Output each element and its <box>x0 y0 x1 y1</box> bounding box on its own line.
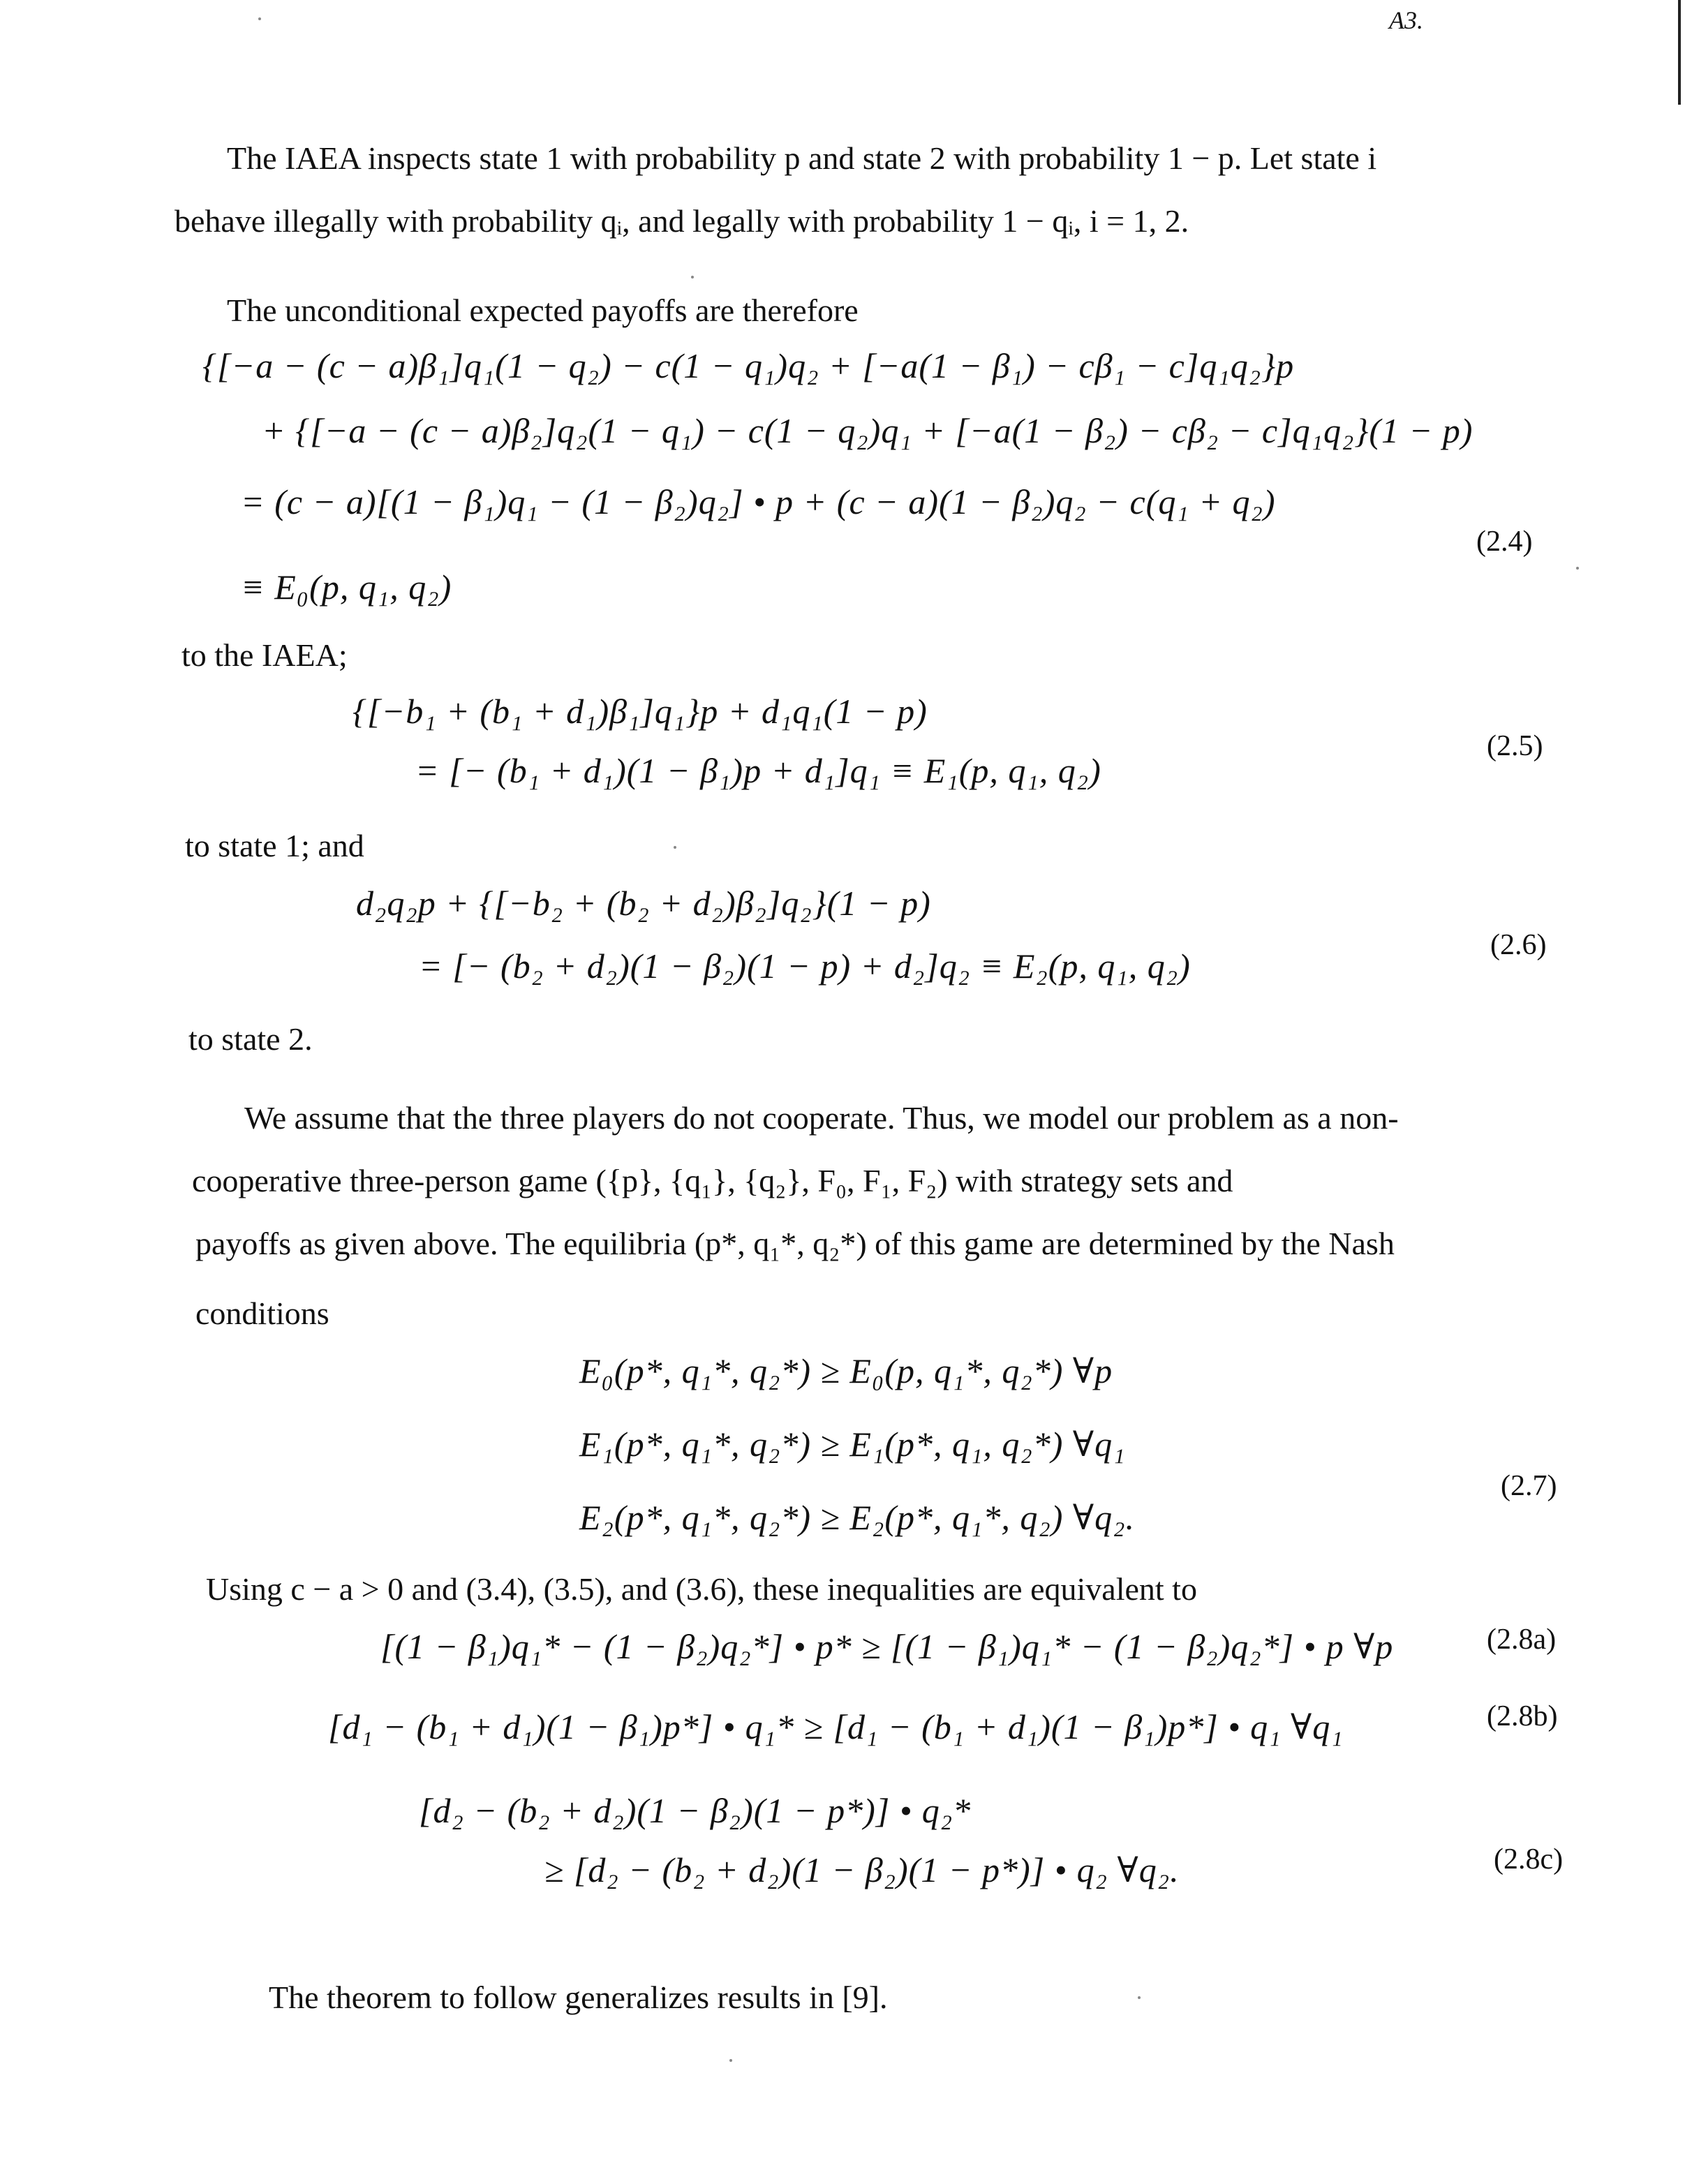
equation-2-7-line-1: E₀(p*, q₁*, q₂*) ≥ E₀(p, q₁*, q₂*) ∀p <box>579 1351 1113 1390</box>
equation-2-7-line-2: E₁(p*, q₁*, q₂*) ≥ E₁(p*, q₁, q₂*) ∀q₁ <box>579 1425 1126 1464</box>
paragraph-1-line-1: The IAEA inspects state 1 with probability p and state 2 with probability 1 − p. Let state i <box>227 140 1377 176</box>
paragraph-2: The unconditional expected payoffs are therefore <box>227 292 859 328</box>
paragraph-3-line-2: cooperative three-person game ({p}, {q₁}, {q₂}, F₀, F₁, F₂) with strategy sets and <box>192 1163 1233 1198</box>
page-edge-line <box>1678 0 1681 105</box>
paragraph-3-line-3: payoffs as given above. The equilibria (p*, q₁*, q₂*) of this game are determined by the Nash <box>195 1226 1395 1261</box>
equation-2-8b: [d₁ − (b₁ + d₁)(1 − β₁)p*] • q₁* ≥ [d₁ − (b₁ + d₁)(1 − β₁)p*] • q₁ ∀q₁ <box>328 1707 1344 1746</box>
equation-2-8c-line-2: ≥ [d₂ − (b₂ + d₂)(1 − β₂)(1 − p*)] • q₂ ∀q₂. <box>544 1850 1180 1889</box>
scan-speck <box>258 17 261 20</box>
to-iaea-text: to the IAEA; <box>181 637 348 673</box>
equation-number-2-8b: (2.8b) <box>1487 1700 1558 1732</box>
equation-2-5-line-2: = [− (b₁ + d₁)(1 − β₁)p + d₁]q₁ ≡ E₁(p, q₁, q₂) <box>415 751 1101 790</box>
to-state-2-text: to state 2. <box>188 1021 313 1057</box>
equation-2-7-line-3: E₂(p*, q₁*, q₂*) ≥ E₂(p*, q₁*, q₂) ∀q₂. <box>579 1498 1135 1537</box>
scan-speck <box>1576 567 1579 570</box>
equation-2-8c-line-1: [d₂ − (b₂ + d₂)(1 − β₂)(1 − p*)] • q₂* <box>419 1791 972 1830</box>
equation-2-5-line-1: {[−b₁ + (b₁ + d₁)β₁]q₁}p + d₁q₁(1 − p) <box>352 692 928 731</box>
equation-2-4-line-1: {[−a − (c − a)β₁]q₁(1 − q₂) − c(1 − q₁)q₂ + [−a(1 − β₁) − cβ₁ − c]q₁q₂}p <box>202 346 1295 385</box>
equation-2-4-line-2: + {[−a − (c − a)β₂]q₂(1 − q₁) − c(1 − q₂)q₁ + [−a(1 − β₂) − cβ₂ − c]q₁q₂}(1 − p) <box>262 411 1474 450</box>
equation-2-4-line-4: ≡ E₀(p, q₁, q₂) <box>241 567 452 607</box>
equation-number-2-6: (2.6) <box>1490 929 1547 961</box>
equation-number-2-7: (2.7) <box>1501 1470 1557 1502</box>
paragraph-4: Using c − a > 0 and (3.4), (3.5), and (3.6), these inequalities are equivalent to <box>206 1571 1197 1607</box>
paragraph-1-line-2: behave illegally with probability qᵢ, and legally with probability 1 − qᵢ, i = 1, 2. <box>175 203 1189 239</box>
paragraph-3-line-1: We assume that the three players do not cooperate. Thus, we model our problem as a non- <box>244 1100 1399 1136</box>
scan-speck <box>1138 1996 1141 1999</box>
equation-number-2-8c: (2.8c) <box>1494 1843 1564 1875</box>
scan-speck <box>729 2059 732 2062</box>
equation-number-2-5: (2.5) <box>1487 730 1543 762</box>
paragraph-3-line-4: conditions <box>195 1295 329 1331</box>
equation-number-2-4: (2.4) <box>1476 526 1533 558</box>
paragraph-5: The theorem to follow generalizes results in [9]. <box>269 1979 888 2015</box>
equation-2-6-line-1: d₂q₂p + {[−b₂ + (b₂ + d₂)β₂]q₂}(1 − p) <box>356 884 931 923</box>
to-state-1-text: to state 1; and <box>185 828 364 863</box>
equation-number-2-8a: (2.8a) <box>1487 1624 1557 1656</box>
equation-2-6-line-2: = [− (b₂ + d₂)(1 − β₂)(1 − p) + d₂]q₂ ≡ E₂(p, q₁, q₂) <box>419 946 1191 986</box>
page-label: A3. <box>1389 6 1423 34</box>
equation-2-4-line-3: = (c − a)[(1 − β₁)q₁ − (1 − β₂)q₂] • p + (c − a)(1 − β₂)q₂ − c(q₁ + q₂) <box>241 482 1276 521</box>
scan-speck <box>674 846 676 849</box>
scan-speck <box>691 276 694 278</box>
equation-2-8a: [(1 − β₁)q₁* − (1 − β₂)q₂*] • p* ≥ [(1 − β₁)q₁* − (1 − β₂)q₂*] • p ∀p <box>380 1627 1394 1666</box>
